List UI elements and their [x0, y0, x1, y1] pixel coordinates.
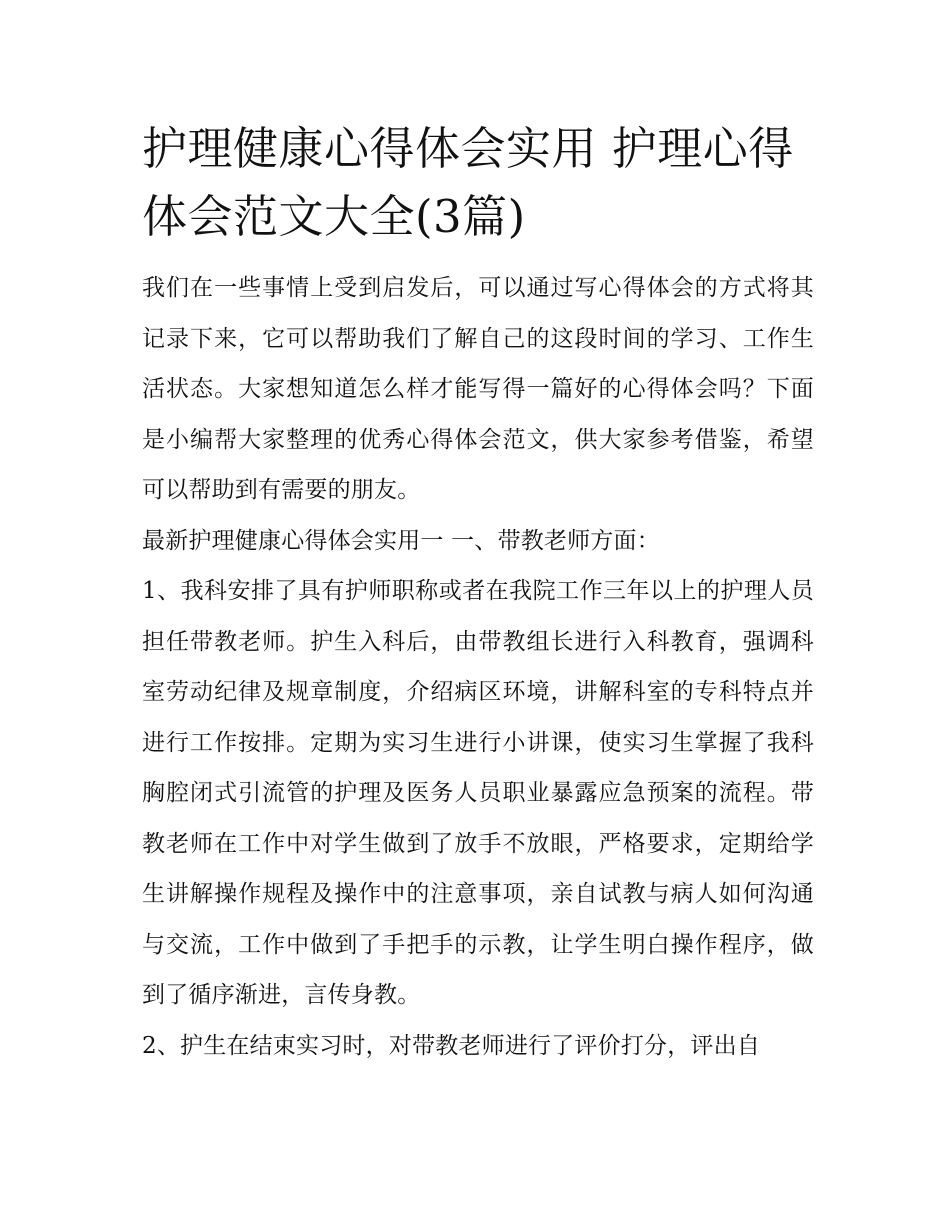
item-2-paragraph: 2、护生在结束实习时，对带教老师进行了评价打分，评出自	[142, 1032, 761, 1059]
intro-paragraph: 我们在一些事情上受到启发后，可以通过写心得体会的方式将其记录下来，它可以帮助我们了解自己的这段时间的学习、工作生活状态。大家想知道怎么样才能写得一篇好的心得体会吗？下面是小编帮大家整理的优秀心得体会范文，供大家参考借鉴，希望可以帮助到有需要的朋友。	[142, 275, 814, 503]
section-heading-paragraph: 最新护理健康心得体会实用一 一、带教老师方面：	[142, 527, 660, 554]
document-page	[142, 115, 814, 1071]
item-1-paragraph: 1、我科安排了具有护师职称或者在我院工作三年以上的护理人员担任带教老师。护生入科后，由带教组长进行入科教育，强调科室劳动纪律及规章制度，介绍病区环境，讲解科室的专科特点并进行工作按排。定期为实习生进行小讲课，使实习生掌握了我科胸腔闭式引流管的护理及医务人员职业暴露应急预案的流程。带教老师在工作中对学生做到了放手不放眼，严格要求，定期给学生讲解操作规程及操作中的注意事项，亲自试教与病人如何沟通与交流，工作中做到了手把手的示教，让学生明白操作程序，做到了循序渐进，言传身教。	[142, 578, 814, 1008]
document-title: 护理健康心得体会实用 护理心得体会范文大全(3篇)	[142, 122, 794, 243]
